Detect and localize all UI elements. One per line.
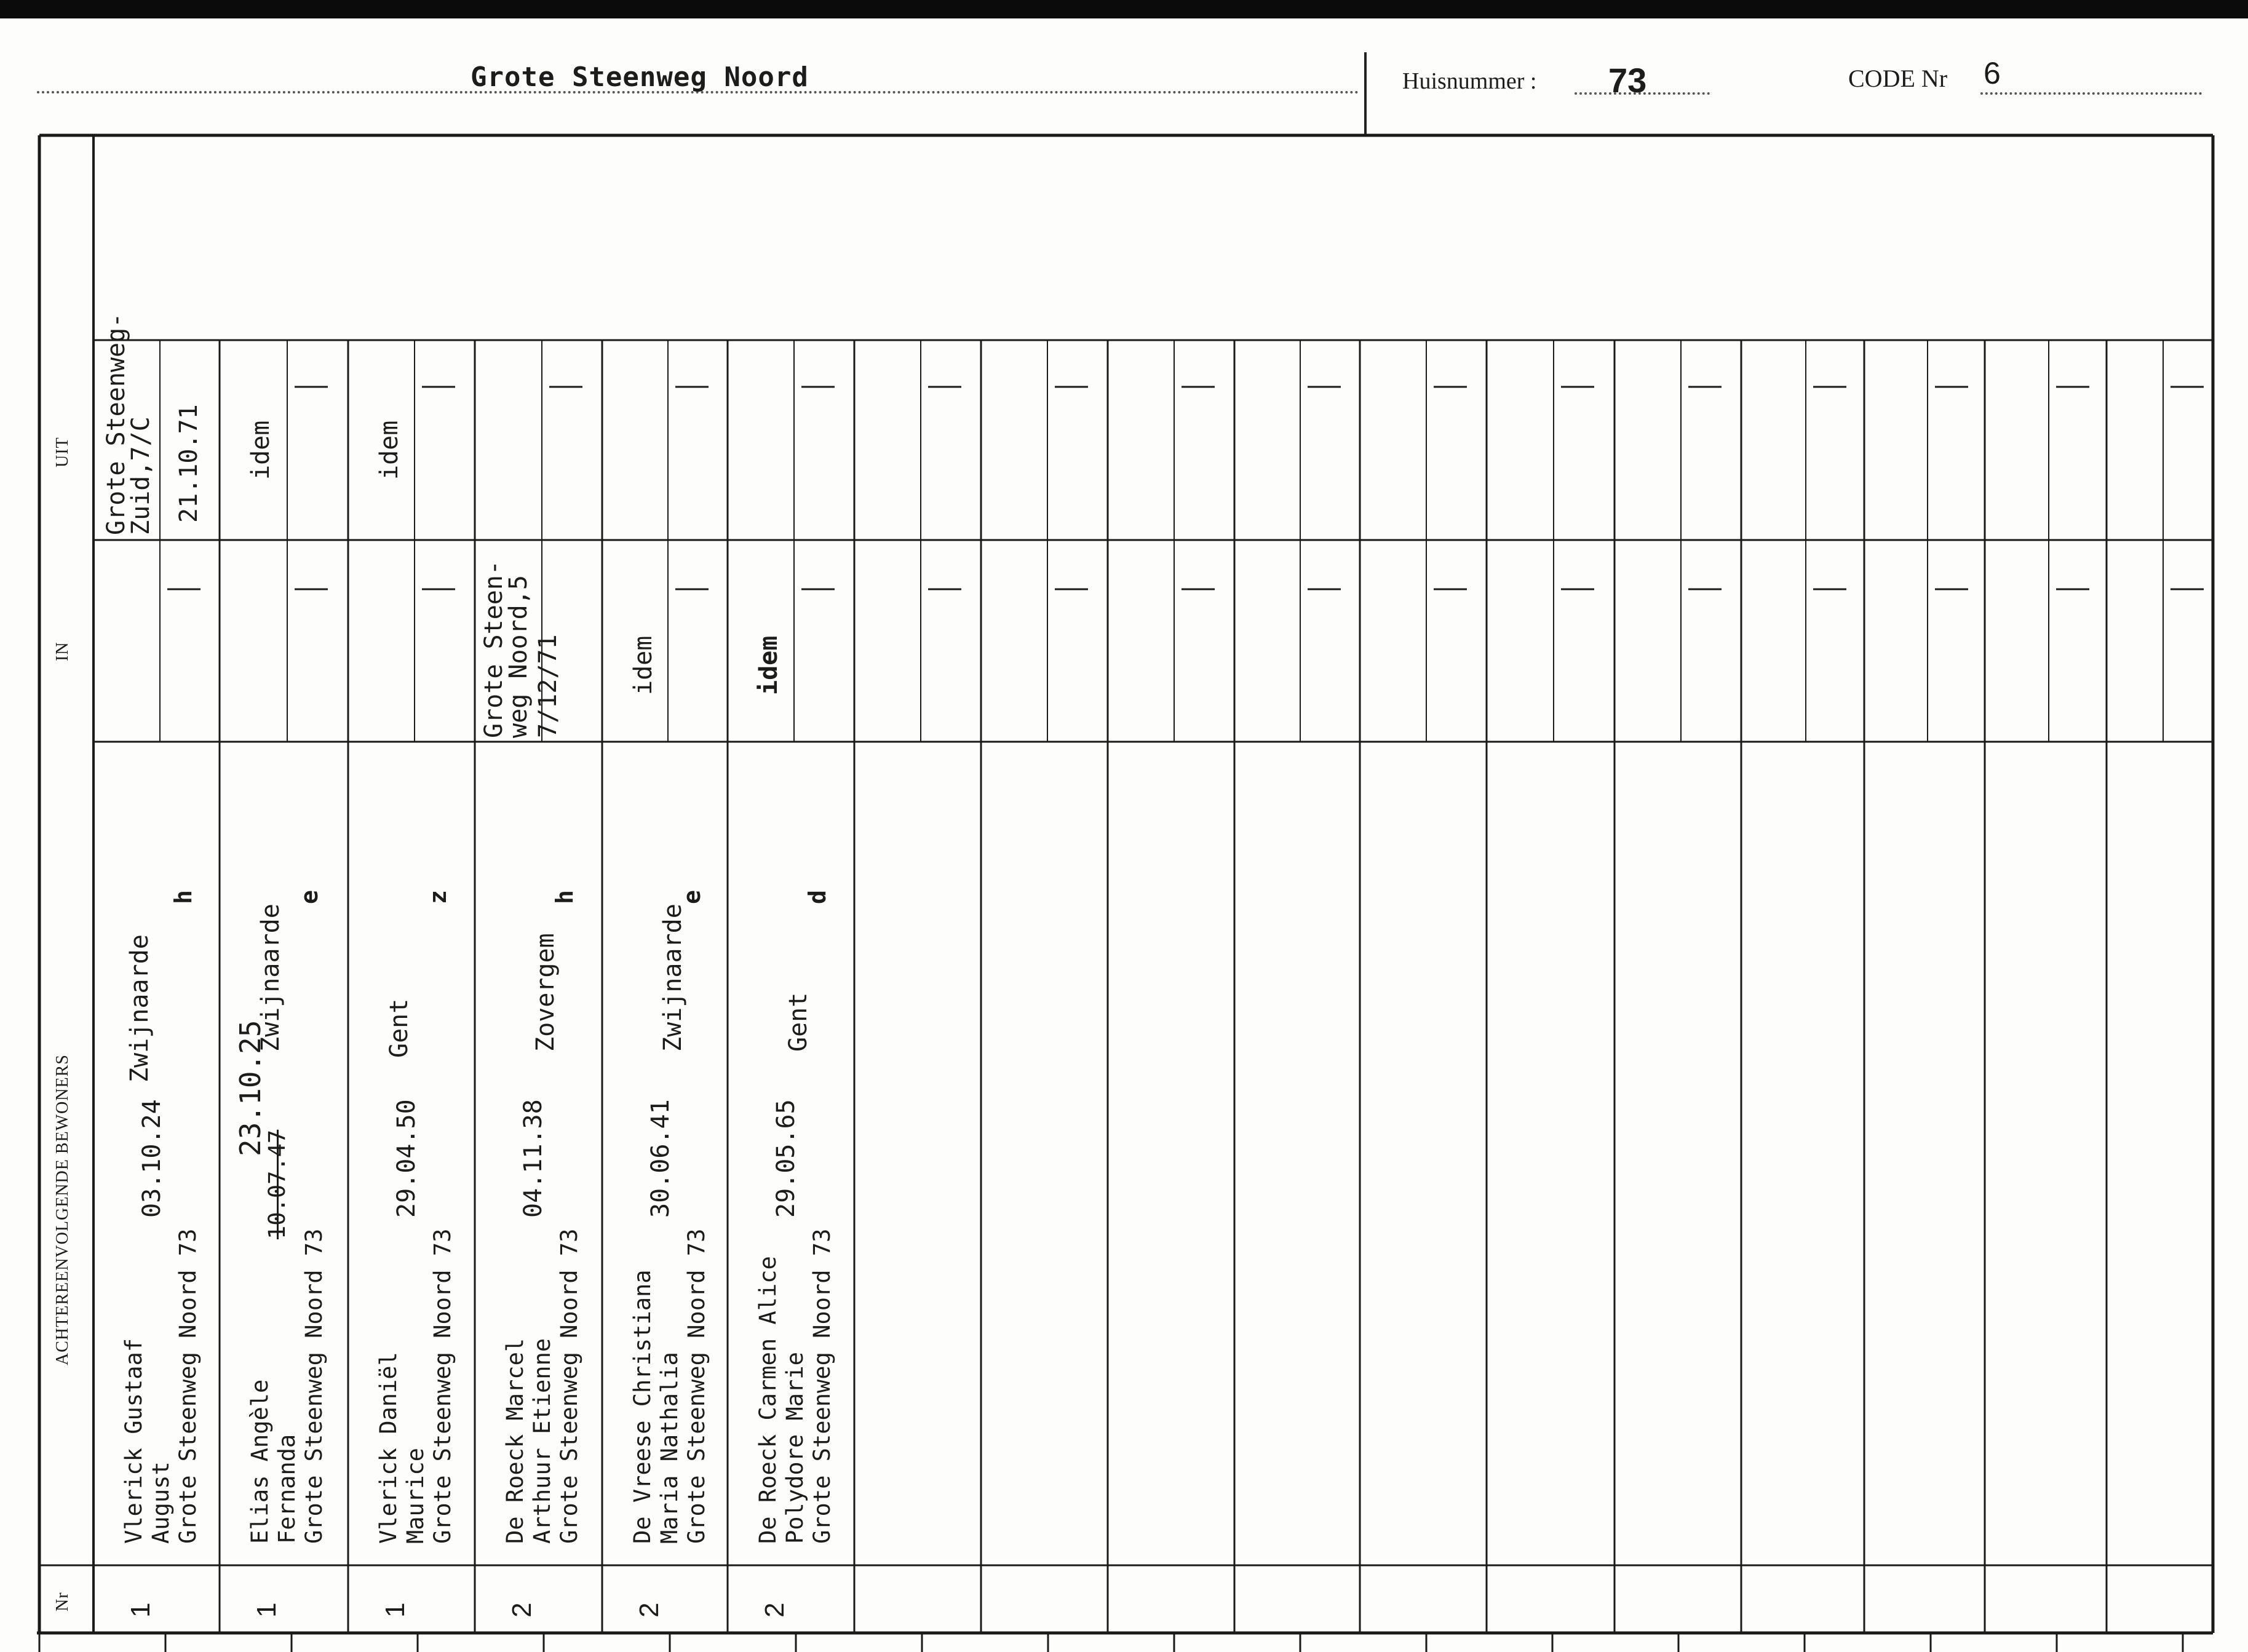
uit-place: Grote Steenweg- — [102, 312, 130, 535]
code-label: CODE Nr — [1848, 65, 1948, 92]
record-number: 1 — [125, 1602, 156, 1618]
resident-name: Elias Angèle — [247, 1379, 273, 1544]
in-section-label: IN — [53, 641, 72, 661]
record-number: 2 — [634, 1602, 664, 1618]
birthplace: Zwijnaarde — [125, 934, 154, 1082]
resident-address: Grote Steenweg Noord 73 — [301, 1228, 327, 1544]
birth-date: 23.10.25 — [234, 1020, 267, 1156]
birthplace: Zwijnaarde — [659, 903, 687, 1052]
birth-date: 29.05.65 — [772, 1099, 800, 1218]
record-number: 1 — [380, 1602, 410, 1618]
record-number: 1 — [252, 1602, 282, 1618]
birth-date: 30.06.41 — [646, 1099, 675, 1218]
resident-address: Grote Steenweg Noord 73 — [809, 1228, 835, 1544]
uit-place: idem — [375, 420, 403, 480]
resident-given-names: Maria Nathalia — [656, 1352, 683, 1544]
in-place: idem — [755, 635, 783, 695]
record-number: 2 — [760, 1602, 790, 1618]
resident-given-names: Maurice — [402, 1448, 429, 1544]
nr-section-label: Nr — [53, 1592, 72, 1611]
struck-birth-date: 10.07.47 — [264, 1129, 290, 1239]
in-date: 7/12/71 — [534, 634, 562, 738]
birthplace: Zovergem — [531, 933, 560, 1052]
household-mark: h — [551, 890, 578, 904]
uit-date: 21.10.71 — [175, 404, 203, 523]
uit-place: idem — [247, 420, 275, 480]
household-mark: z — [424, 890, 451, 904]
in-place: Grote Steen- — [480, 560, 508, 738]
birth-date: 03.10.24 — [138, 1099, 166, 1218]
household-mark: h — [170, 890, 197, 904]
resident-address: Grote Steenweg Noord 73 — [683, 1228, 710, 1544]
resident-given-names: Polydore Marie — [782, 1352, 808, 1544]
household-mark: e — [678, 890, 705, 904]
resident-given-names: August — [148, 1461, 174, 1544]
house-number-value: 73 — [1608, 61, 1647, 100]
record-number: 2 — [507, 1602, 537, 1618]
resident-address: Grote Steenweg Noord 73 — [429, 1228, 456, 1544]
birth-date: 29.04.50 — [392, 1099, 421, 1218]
household-mark: e — [296, 890, 323, 904]
uit-section-label: UIT — [53, 437, 72, 467]
uit-place-cont: Zuid,7/C — [127, 416, 155, 535]
house-number-label: Huisnummer : — [1402, 68, 1537, 94]
birthplace: Zwijnaarde — [256, 903, 285, 1052]
resident-given-names: Arthuur Etienne — [529, 1338, 555, 1544]
resident-name: De Roeck Marcel — [502, 1338, 528, 1544]
resident-address: Grote Steenweg Noord 73 — [556, 1228, 582, 1544]
resident-name: Vlerick Gustaaf — [121, 1338, 147, 1544]
in-place-cont: weg Noord,5 — [504, 575, 533, 738]
street-name: Grote Steenweg Noord — [471, 62, 809, 93]
resident-given-names: Fernanda — [274, 1434, 300, 1544]
resident-name: Vlerick Daniël — [375, 1352, 402, 1544]
code-value: 6 — [1984, 56, 2001, 90]
residents-section-label: ACHTEREENVOLGENDE BEWONERS — [53, 1054, 72, 1365]
resident-address: Grote Steenweg Noord 73 — [175, 1228, 201, 1544]
resident-name: De Roeck Carmen Alice — [755, 1256, 781, 1544]
birthplace: Gent — [385, 998, 413, 1058]
in-place: idem — [629, 635, 657, 695]
birthplace: Gent — [784, 992, 812, 1052]
birth-date: 04.11.38 — [519, 1099, 547, 1218]
household-mark: d — [804, 890, 831, 904]
resident-name: De Vreese Christiana — [629, 1269, 656, 1544]
